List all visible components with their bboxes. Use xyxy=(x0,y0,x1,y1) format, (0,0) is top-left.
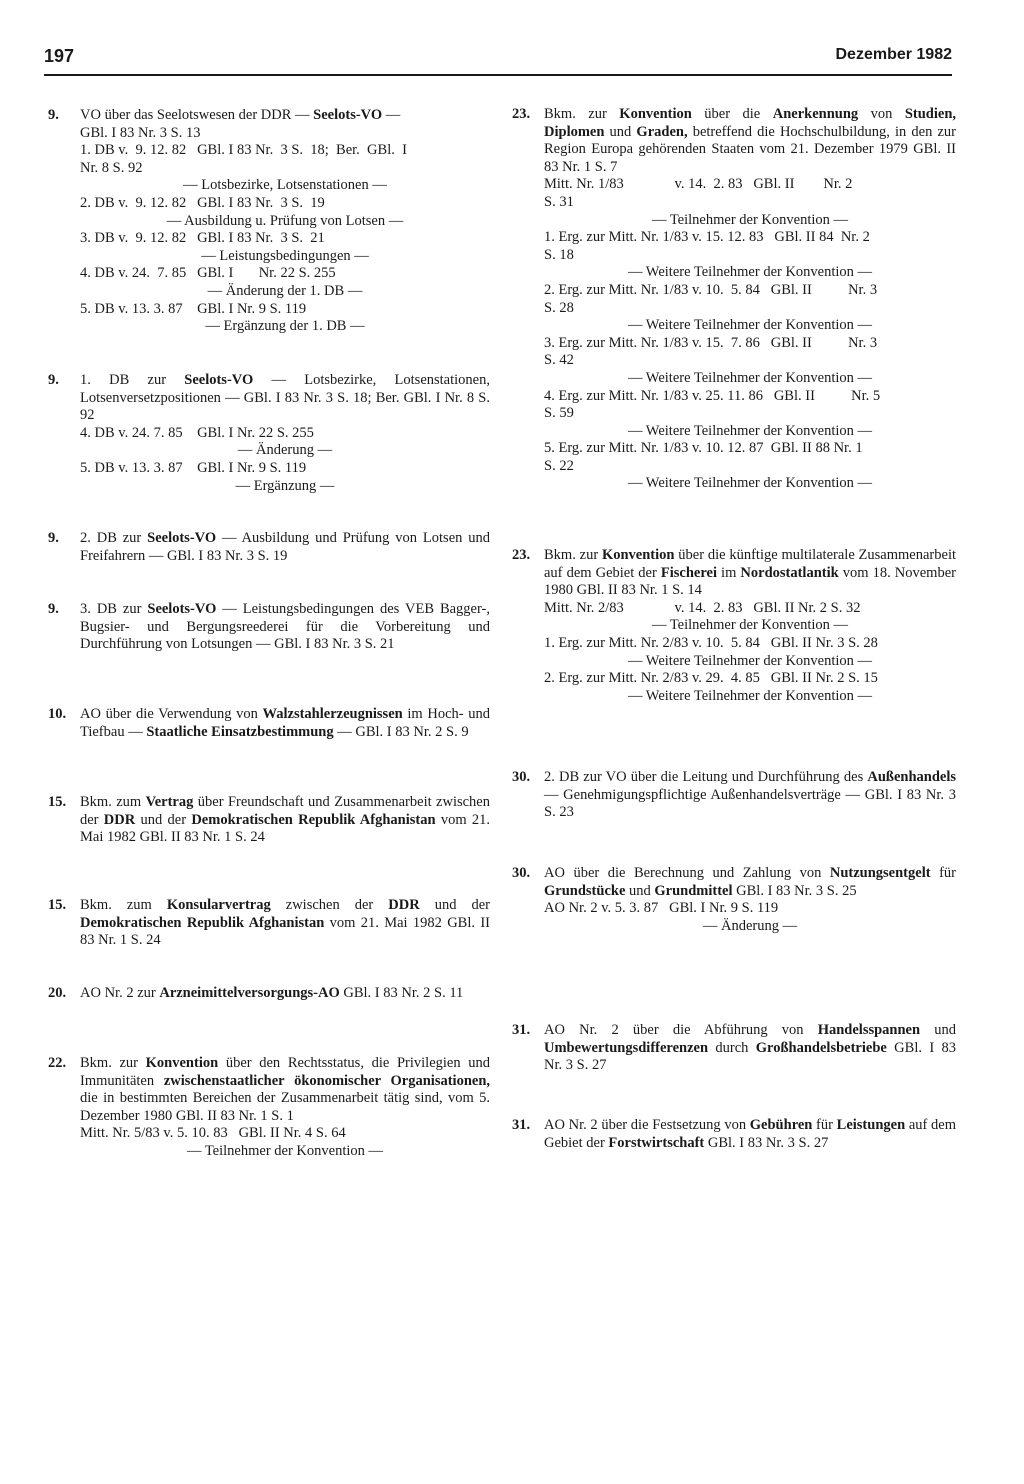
amendment-line: Mitt. Nr. 2/83 v. 14. 2. 83 GBl. II Nr. 2 S. 32 xyxy=(544,599,861,616)
entry-body xyxy=(80,601,490,654)
entry-text: — xyxy=(382,107,401,123)
entry-text: — GBl. I 83 Nr. 2 S. 9 xyxy=(333,723,469,740)
amendment-line: AO Nr. 2 v. 5. 3. 87 GBl. I Nr. 9 S. 119 xyxy=(544,900,779,917)
entry-text: vom 18. November 1980 GBl. II 83 Nr. 1 S. 14 xyxy=(544,564,956,599)
entry-body xyxy=(80,985,490,1003)
entry-text: AO Nr. 2 zur xyxy=(80,985,160,1001)
entry-date-number: 31. xyxy=(512,1022,531,1038)
entry-text: im xyxy=(716,564,741,581)
entry-text: für xyxy=(812,1117,837,1133)
entry-text: 3. DB zur xyxy=(80,601,148,617)
entry-body xyxy=(80,897,490,950)
entry-date-number: 15. xyxy=(48,897,67,913)
entry-text: Bkm. zur xyxy=(544,547,602,563)
entry-text: — Lotsbezirke, Lotsenstationen, Lotsenversetzpositionen — GBl. I 83 Nr. 3 S. 18; Ber. GBl. I Nr. 8 S. 92 xyxy=(80,372,490,424)
entry-text: betreffend die Hochschulbildung, in den zur Region Europa gehörenden Staaten vom 21. Dezember 1979 GBl. II 83 Nr. 1 S. 7 xyxy=(544,123,957,175)
entry-keyword: Staatliche Einsatzbestimmung xyxy=(146,723,334,740)
entry-keyword: Handelsspannen xyxy=(817,1022,921,1038)
entry-text: vom 21. Mai 1982 GBl. II 83 Nr. 1 S. 24 xyxy=(80,811,491,846)
entry-text: durch xyxy=(708,1039,756,1056)
entry-text: VO über das Seelotswesen der DDR — xyxy=(80,107,310,123)
entry-body xyxy=(80,530,490,565)
entry-text: und xyxy=(920,1022,956,1038)
entry-date-number: 9. xyxy=(48,372,59,388)
amendment-line: 5. DB v. 13. 3. 87 GBl. I Nr. 9 S. 119 xyxy=(80,300,307,317)
entry-text: 2. DB zur VO über die Leitung und Durchführung des xyxy=(544,769,868,785)
entry-keyword: Konsularvertrag xyxy=(166,897,271,913)
amendment-line: S. 28 xyxy=(544,299,574,316)
entry-seelots-2db xyxy=(48,530,490,565)
amendment-note: — Weitere Teilnehmer der Konvention — xyxy=(627,264,873,281)
amendment-note: — Weitere Teilnehmer der Konvention — xyxy=(627,687,873,704)
entry-text: Bkm. zum xyxy=(80,897,167,913)
amendment-line: S. 31 xyxy=(544,193,574,210)
amendment-line: 2. Erg. zur Mitt. Nr. 1/83 v. 10. 5. 84 GBl. II Nr. 3 xyxy=(544,281,878,298)
entry-seelots-vo xyxy=(48,107,490,336)
entry-forstwirtschaft xyxy=(512,1117,956,1152)
entry-konvention-rechtsstatus xyxy=(48,1055,490,1161)
entry-reference: GBl. I 83 Nr. 3 S. 13 xyxy=(80,124,201,141)
entry-text: GBl. I 83 Nr. 3 S. 25 xyxy=(732,882,857,899)
amendment-line: 2. Erg. zur Mitt. Nr. 2/83 v. 29. 4. 85 GBl. II Nr. 2 S. 15 xyxy=(544,670,878,687)
entry-text: GBl. I 83 Nr. 3 S. 27 xyxy=(704,1134,829,1151)
entry-text: von xyxy=(858,106,905,122)
entry-keyword: Seelots-VO xyxy=(184,372,254,388)
entry-keyword: Grundstücke xyxy=(544,882,626,899)
entry-text: vom 21. Mai 1982 GBl. II 83 Nr. 1 S. 24 xyxy=(80,914,490,949)
entry-text: GBl. I 83 Nr. 3 S. 27 xyxy=(544,1039,957,1074)
entry-keyword: Konvention xyxy=(601,547,675,563)
page-header xyxy=(44,44,952,76)
entry-walzstahl xyxy=(48,706,490,741)
entry-keyword: Großhandelsbetriebe xyxy=(755,1039,887,1056)
page-number: 197 xyxy=(44,46,75,66)
entry-text: Bkm. zum xyxy=(80,794,146,810)
amendment-line: 5. Erg. zur Mitt. Nr. 1/83 v. 10. 12. 87 GBl. II 88 Nr. 1 xyxy=(544,440,863,457)
entry-text: auf dem Gebiet der xyxy=(544,1117,956,1151)
amendment-line: 2. DB v. 9. 12. 82 GBl. I 83 Nr. 3 S. 19 xyxy=(80,194,325,211)
amendment-line: 4. DB v. 24. 7. 85 GBl. I Nr. 22 S. 255 xyxy=(80,424,314,441)
entry-text: Bkm. zur xyxy=(80,1055,146,1071)
entry-date-number: 31. xyxy=(512,1117,531,1133)
amendment-line: 3. Erg. zur Mitt. Nr. 1/83 v. 15. 7. 86 GBl. II Nr. 3 xyxy=(544,334,878,351)
entry-text: 2. DB zur xyxy=(80,530,148,546)
entry-text: 1. DB zur xyxy=(80,372,185,388)
entry-text: über den Rechtsstatus, die Privilegien und Immunitäten xyxy=(80,1055,490,1089)
entry-keyword: Anerkennung xyxy=(772,106,859,122)
entry-keyword: Arzneimittelversorgungs-AO xyxy=(159,985,340,1001)
entry-keyword: DDR xyxy=(388,897,420,913)
entry-keyword: Fischerei xyxy=(660,564,717,581)
page-date: Dezember 1982 xyxy=(835,46,952,63)
entry-keyword: Konvention xyxy=(619,106,692,122)
amendment-note: — Teilnehmer der Konvention — xyxy=(651,211,849,228)
entry-seelots-1db xyxy=(48,372,490,495)
entry-date-number: 30. xyxy=(512,769,531,785)
entry-handelsspannen xyxy=(512,1022,956,1075)
entry-text: — Leistungsbedingungen des VEB Bagger-, Bugsier- und Bergungsreederei für die Vorbereitung und Durchführung von Lotsungen — GBl. I 83 Nr. 3 S. 21 xyxy=(80,601,490,653)
entry-keyword: Studien, Diplomen xyxy=(544,106,957,140)
entry-date-number: 15. xyxy=(48,794,67,810)
amendment-note: — Änderung der 1. DB — xyxy=(207,282,363,299)
amendment-note: — Teilnehmer der Konvention — xyxy=(186,1142,384,1159)
entry-konvention-fischerei xyxy=(512,547,956,705)
entry-body xyxy=(80,706,490,741)
entry-body xyxy=(544,1022,956,1075)
entry-text: — Genehmigungspflichtige Außenhandelsverträge — GBl. I 83 Nr. 3 S. 23 xyxy=(544,786,956,821)
entry-body xyxy=(80,794,490,847)
entry-keyword: Walzstahlerzeugnissen xyxy=(262,706,403,722)
amendment-line: 1. Erg. zur Mitt. Nr. 1/83 v. 15. 12. 83 GBl. II 84 Nr. 2 xyxy=(544,229,870,246)
amendment-note: — Weitere Teilnehmer der Konvention — xyxy=(627,422,873,439)
entry-keyword: Graden, xyxy=(636,123,688,140)
amendment-note: — Lotsbezirke, Lotsenstationen — xyxy=(183,177,387,194)
entry-keyword: Leistungen xyxy=(836,1117,906,1133)
amendment-line: Nr. 8 S. 92 xyxy=(80,159,143,176)
entry-keyword: Nutzungsentgelt xyxy=(829,865,931,881)
entry-body xyxy=(544,769,956,822)
amendment-line: Mitt. Nr. 5/83 v. 5. 10. 83 GBl. II Nr. 4 S. 64 xyxy=(80,1125,346,1142)
entry-date-number: 23. xyxy=(512,106,531,122)
amendment-note: — Änderung — xyxy=(237,442,333,459)
entry-text: und xyxy=(625,882,655,899)
entry-text: über die xyxy=(691,106,773,122)
amendment-note: — Ergänzung — xyxy=(235,477,335,494)
entry-nutzungsentgelt xyxy=(512,865,956,935)
amendment-note: — Ausbildung u. Prüfung von Lotsen — xyxy=(166,212,404,229)
entry-keyword: Seelots-VO xyxy=(147,530,217,546)
entry-date-number: 20. xyxy=(48,985,67,1001)
amendment-line: 1. DB v. 9. 12. 82 GBl. I 83 Nr. 3 S. 18; Ber. GBl. I xyxy=(80,142,407,159)
amendment-line: S. 42 xyxy=(544,352,574,369)
entry-text: und der xyxy=(419,897,491,913)
entry-arzneimittel xyxy=(48,985,490,1003)
entry-text: für xyxy=(930,865,956,881)
entry-date-number: 10. xyxy=(48,706,67,722)
amendment-note: — Weitere Teilnehmer der Konvention — xyxy=(627,369,873,386)
amendment-line: 4. DB v. 24. 7. 85 GBl. I Nr. 22 S. 255 xyxy=(80,265,336,282)
entry-text: zwischen der xyxy=(270,897,389,913)
entry-keyword: Demokratischen Republik Afghanistan xyxy=(191,811,436,828)
entry-keyword: Vertrag xyxy=(145,794,194,810)
entry-date-number: 30. xyxy=(512,865,531,881)
amendment-note: — Leistungsbedingungen — xyxy=(201,247,369,264)
entry-keyword: Demokratischen Republik Afghanistan xyxy=(80,914,325,931)
amendment-note: — Ergänzung der 1. DB — xyxy=(205,318,365,335)
entry-freundschaftsvertrag xyxy=(48,794,490,847)
entry-text: AO über die Verwendung von xyxy=(80,706,263,722)
entry-keyword: DDR xyxy=(103,811,136,828)
entry-keyword: zwischenstaatlicher ökonomischer Organisationen, xyxy=(163,1072,491,1089)
amendment-line: 4. Erg. zur Mitt. Nr. 1/83 v. 25. 11. 86 GBl. II Nr. 5 xyxy=(544,387,881,404)
entry-aussenhandel xyxy=(512,769,956,822)
amendment-line: 1. Erg. zur Mitt. Nr. 2/83 v. 10. 5. 84 GBl. II Nr. 3 S. 28 xyxy=(544,634,878,651)
entry-text: GBl. I 83 Nr. 2 S. 11 xyxy=(339,985,464,1001)
entry-text: AO über die Berechnung und Zahlung von xyxy=(544,865,830,881)
entry-keyword: Grundmittel xyxy=(654,882,733,899)
amendment-line: S. 22 xyxy=(544,457,574,474)
amendment-note: — Teilnehmer der Konvention — xyxy=(651,617,849,634)
amendment-line: 3. DB v. 9. 12. 82 GBl. I 83 Nr. 3 S. 21 xyxy=(80,230,325,247)
entry-konvention-anerkennung xyxy=(512,106,956,493)
entry-text: die in bestimmten Bereichen der Zusammenarbeit tätig sind, vom 5. Dezember 1980 GBl. II 83 Nr. 1 S. 1 xyxy=(80,1090,490,1124)
entry-text: und xyxy=(604,123,637,140)
entry-konsularvertrag xyxy=(48,897,490,950)
entry-body xyxy=(544,106,956,493)
entry-text: im Hoch- und Tiefbau — xyxy=(80,706,490,740)
entry-keyword: Forstwirtschaft xyxy=(608,1134,705,1151)
amendment-line: S. 18 xyxy=(544,246,574,263)
entry-date-number: 9. xyxy=(48,530,59,546)
entry-body xyxy=(80,107,490,336)
entry-body xyxy=(80,372,490,495)
entry-date-number: 9. xyxy=(48,601,59,617)
entry-keyword: Seelots-VO xyxy=(313,107,383,123)
entry-text: AO Nr. 2 über die Abführung von xyxy=(544,1022,818,1038)
amendment-line: 5. DB v. 13. 3. 87 GBl. I Nr. 9 S. 119 xyxy=(80,459,307,476)
entry-keyword: Seelots-VO xyxy=(147,601,217,617)
entry-body xyxy=(544,1117,956,1152)
entry-keyword: Gebühren xyxy=(749,1117,813,1133)
entry-keyword: Außenhandels xyxy=(867,769,956,785)
amendment-note: — Weitere Teilnehmer der Konvention — xyxy=(627,317,873,334)
entry-text: AO Nr. 2 über die Festsetzung von xyxy=(544,1117,750,1133)
amendment-line: Mitt. Nr. 1/83 v. 14. 2. 83 GBl. II Nr. 2 xyxy=(544,176,853,193)
amendment-note: — Änderung — xyxy=(702,917,798,934)
entry-body xyxy=(544,865,956,935)
entry-body xyxy=(80,1055,490,1161)
entry-text: Bkm. zur xyxy=(544,106,620,122)
entry-text: über Freundschaft und Zusammenarbeit zwischen der xyxy=(80,794,490,828)
entry-date-number: 23. xyxy=(512,547,531,563)
entry-text: — Ausbildung und Prüfung von Lotsen und Freifahrern — GBl. I 83 Nr. 3 S. 19 xyxy=(80,530,490,564)
entry-keyword: Konvention xyxy=(145,1055,219,1071)
entry-seelots-3db xyxy=(48,601,490,654)
amendment-note: — Weitere Teilnehmer der Konvention — xyxy=(627,475,873,492)
entry-body xyxy=(544,547,956,705)
entry-keyword: Umbewertungsdifferenzen xyxy=(544,1039,709,1056)
amendment-note: — Weitere Teilnehmer der Konvention — xyxy=(627,652,873,669)
entry-keyword: Nordostatlantik xyxy=(740,564,839,581)
entry-date-number: 22. xyxy=(48,1055,67,1071)
amendment-line: S. 59 xyxy=(544,405,574,422)
entry-text: über die künftige multilaterale Zusammenarbeit auf dem Gebiet der xyxy=(544,547,956,581)
entry-date-number: 9. xyxy=(48,107,59,123)
entry-text: und der xyxy=(135,811,192,828)
